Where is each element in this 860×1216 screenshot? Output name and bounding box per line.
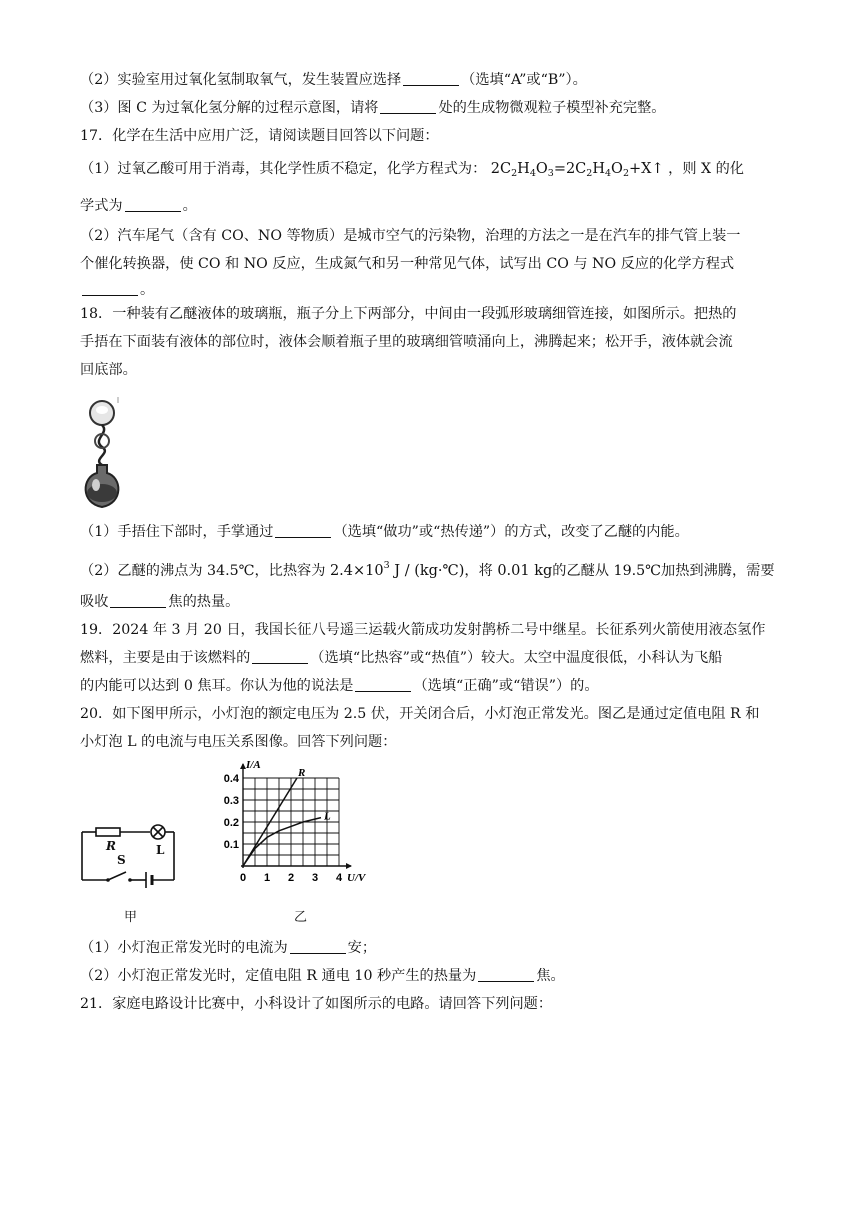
q20-part2: （2）小灯泡正常发光时，定值电阻 R 通电 10 秒产生的热量为 焦。 [80, 968, 565, 984]
q17-part2-line3: 。 [80, 280, 800, 300]
y-tick-label: 0.4 [223, 773, 239, 785]
q16-part3: （3）图 C 为过氧化氢分解的过程示意图，请将 处的生成物微观粒子模型补充完整。 [80, 100, 666, 116]
q19-line2: 燃料，主要是由于该燃料的 （选填“比热容”或“热值”）较大。太空中温度很低，小科认为飞船 [80, 650, 723, 666]
graph-series [243, 767, 331, 866]
q19-line1: 19．2024 年 3 月 20 日，我国长征八号遥三运载火箭成功发射鹊桥二号中继星。长征系列火箭使用液态氢作 [80, 622, 766, 638]
circuit-caption: 甲 [124, 910, 138, 925]
q17-part2-line1: （2）汽车尾气（含有 CO、NO 等物质）是城市空气的污染物，治理的方法之一是在汽车的排气管上装一 [80, 228, 741, 244]
x-axis-arrow [346, 863, 352, 869]
answer-blank[interactable] [380, 99, 436, 114]
chemical-equation: $2C_2H_4O_3=2C_2H_4O_2+X↑$ [490, 161, 664, 179]
answer-blank[interactable] [125, 197, 181, 212]
q18-line1: 18．一种装有乙醚液体的玻璃瓶，瓶子分上下两部分，中间由一段弧形玻璃细管连接，如图所示。把热的 [80, 306, 737, 322]
y-tick-label: 0.1 [223, 839, 239, 851]
x-axis-label: U/V [347, 872, 366, 884]
mass-value: 0.01 kg [497, 563, 553, 579]
q18-part2: （2）乙醚的沸点为 34.5℃，比热容为 $2.4\times 10^3$ J / (kg·℃)，将 0.01 kg的乙醚从 19.5℃加热到沸腾，需要 [80, 560, 775, 579]
ether-flask-image [80, 393, 130, 511]
q17-title: 17．化学在生活中应用广泛，请阅读题目回答以下问题： [80, 128, 439, 144]
q21-title: 21．家庭电路设计比赛中，小科设计了如图所示的电路。请回答下列问题： [80, 996, 553, 1012]
answer-blank[interactable] [252, 649, 308, 664]
y-tick-label: 0.3 [223, 795, 239, 807]
q20-line1: 20．如下图甲所示，小灯泡的额定电压为 2.5 伏，开关闭合后，小灯泡正常发光。图乙是通过定值电阻 R 和 [80, 706, 760, 722]
graph-caption: 乙 [294, 910, 308, 925]
y-axis-label: I/A [246, 759, 261, 771]
q17-part1: （1）过氧乙酸可用于消毒，其化学性质不稳定，化学方程式为： $2C_2H_4O_3=2C_2H_4O_2+X↑$ ，则 X 的化 [80, 161, 744, 179]
circuit-label-l: L [156, 843, 165, 857]
q20-line2: 小灯泡 L 的电流与电压关系图像。回答下列问题： [80, 734, 397, 750]
x-tick-label: 3 [311, 872, 319, 884]
q16-part2: （2）实验室用过氧化氢制取氧气，发生装置应选择 （选填“A”或“B”）。 [80, 72, 587, 88]
q19-line3: 的内能可以达到 0 焦耳。你认为他的说法是 （选填“正确”或“错误”）的。 [80, 678, 599, 694]
answer-blank[interactable] [290, 939, 346, 954]
q18-line2: 手捂在下面装有液体的部位时，液体会顺着瓶子里的玻璃细管喷涌向上，沸腾起来；松开手，液体就会流 [80, 334, 733, 350]
resistor-symbol [96, 828, 120, 836]
series-label-L: L [324, 810, 331, 823]
answer-blank[interactable] [355, 677, 411, 692]
specific-heat-value: $2.4\times 10^3$ J / (kg·℃) [329, 560, 465, 579]
x-tick-label: 0 [239, 872, 247, 884]
answer-blank[interactable] [478, 967, 534, 982]
answer-blank[interactable] [110, 593, 166, 608]
q17-part2-line2: 个催化转换器，使 CO 和 NO 反应，生成氮气和另一种常见气体，试写出 CO 与 NO 反应的化学方程式 [80, 256, 735, 272]
q18-part2-cont: 吸收 焦的热量。 [80, 594, 240, 610]
circuit-label-r: R [106, 839, 116, 853]
answer-blank[interactable] [82, 281, 138, 296]
series-label-R: R [298, 767, 306, 779]
answer-blank[interactable] [403, 71, 459, 86]
x-tick-label: 4 [335, 872, 343, 884]
x-tick-label: 2 [287, 872, 295, 884]
y-tick-label: 0.2 [223, 817, 239, 829]
q18-line3: 回底部。 [80, 362, 137, 378]
iu-graph [215, 758, 375, 888]
q17-part1-cont: 学式为 。 [80, 198, 197, 214]
answer-blank[interactable] [275, 523, 331, 538]
switch-symbol [108, 872, 126, 880]
x-tick-label: 1 [263, 872, 271, 884]
q20-part1: （1）小灯泡正常发光时的电流为 安； [80, 940, 377, 956]
q18-part1: （1）手捂住下部时，手掌通过 （选填“做功”或“热传递”）的方式，改变了乙醚的内能。 [80, 524, 689, 540]
circuit-label-s: S [117, 853, 126, 867]
